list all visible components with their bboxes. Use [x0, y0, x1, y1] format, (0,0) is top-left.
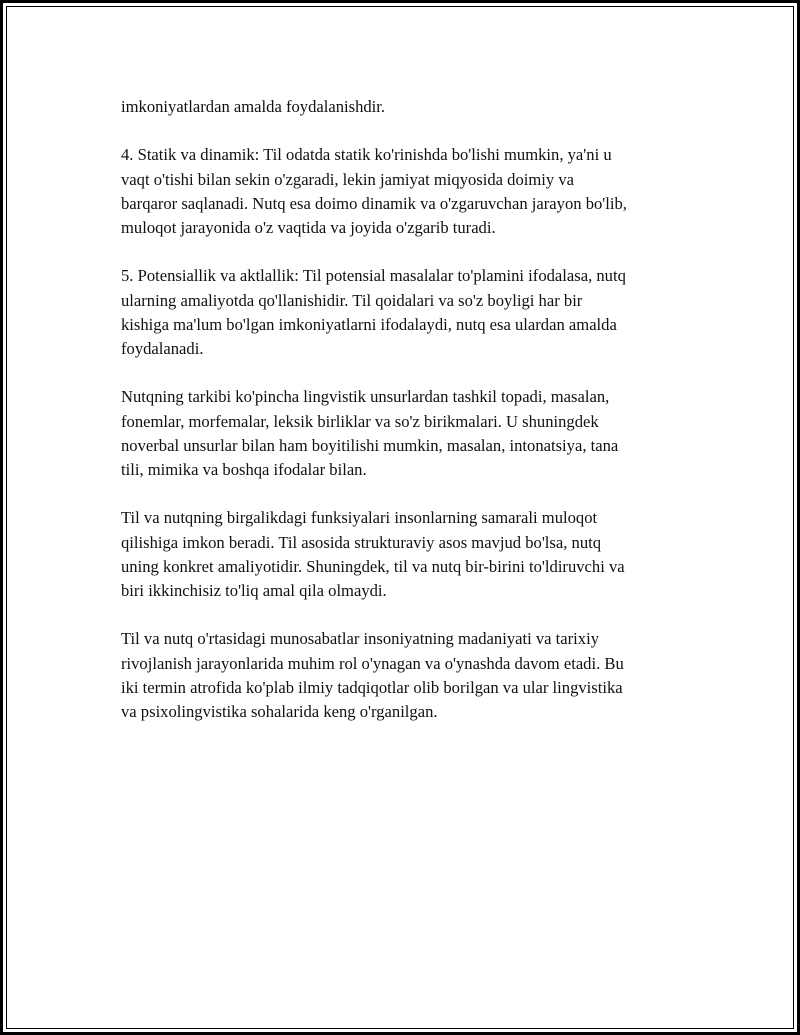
text-line: 5. Potensiallik va aktlallik: Til potensial masalalar to'plamini ifodalasa, nutq	[121, 266, 626, 286]
text-line: imkoniyatlardan amalda foydalanishdir.	[121, 97, 386, 116]
text-line: kishiga ma'lum bo'lgan imkoniyatlarni ifodalaydi, nutq esa ulardan amalda	[121, 314, 617, 334]
text-line: biri ikkinchisiz to'liq amal qila olmaydi.	[121, 581, 387, 600]
paragraph-continuation	[121, 95, 711, 119]
text-line: 4. Statik va dinamik: Til odatda statik ko'rinishda bo'lishi mumkin, ya'ni u	[121, 145, 612, 165]
text-line: iki termin atrofida ko'plab ilmiy tadqiqotlar olib borilgan va ular lingvistika	[121, 677, 623, 697]
text-line: tili, mimika va boshqa ifodalar bilan.	[121, 460, 367, 479]
text-line: Til va nutqning birgalikdagi funksiyalari insonlarning samarali muloqot	[121, 508, 598, 528]
text-line: barqaror saqlanadi. Nutq esa doimo dinamik va o'zgaruvchan jarayon bo'lib,	[121, 193, 627, 213]
paragraph-potentiality-actuality	[121, 264, 711, 361]
paragraph-static-dynamic	[121, 143, 711, 240]
text-line: vaqt o'tishi bilan sekin o'zgaradi, lekin jamiyat miqyosida doimiy va	[121, 169, 575, 189]
text-line: qilishiga imkon beradi. Til asosida strukturaviy asos mavjud bo'lsa, nutq	[121, 532, 602, 552]
text-line: foydalanadi.	[121, 339, 204, 358]
text-line: uning konkret amaliyotidir. Shuningdek, til va nutq bir-birini to'ldiruvchi va	[121, 556, 625, 576]
text-line: Nutqning tarkibi ko'pincha lingvistik unsurlardan tashkil topadi, masalan,	[121, 387, 610, 407]
text-line: fonemlar, morfemalar, leksik birliklar va so'z birikmalari. U shuningdek	[121, 411, 599, 431]
text-line: Til va nutq o'rtasidagi munosabatlar insoniyatning madaniyati va tarixiy	[121, 629, 599, 649]
text-line: va psixolingvistika sohalarida keng o'rganilgan.	[121, 702, 438, 721]
text-line: ularning amaliyotda qo'llanishidir. Til qoidalari va so'z boyligi har bir	[121, 290, 583, 310]
text-line: rivojlanish jarayonlarida muhim rol o'ynagan va o'ynashda davom etadi. Bu	[121, 653, 624, 673]
document-body	[121, 95, 711, 748]
paragraph-speech-composition	[121, 385, 711, 482]
text-line: muloqot jarayonida o'z vaqtida va joyida o'zgarib turadi.	[121, 218, 496, 237]
paragraph-joint-functions	[121, 506, 711, 603]
text-line: noverbal unsurlar bilan ham boyitilishi mumkin, masalan, intonatsiya, tana	[121, 435, 619, 455]
paragraph-relationship	[121, 627, 711, 724]
